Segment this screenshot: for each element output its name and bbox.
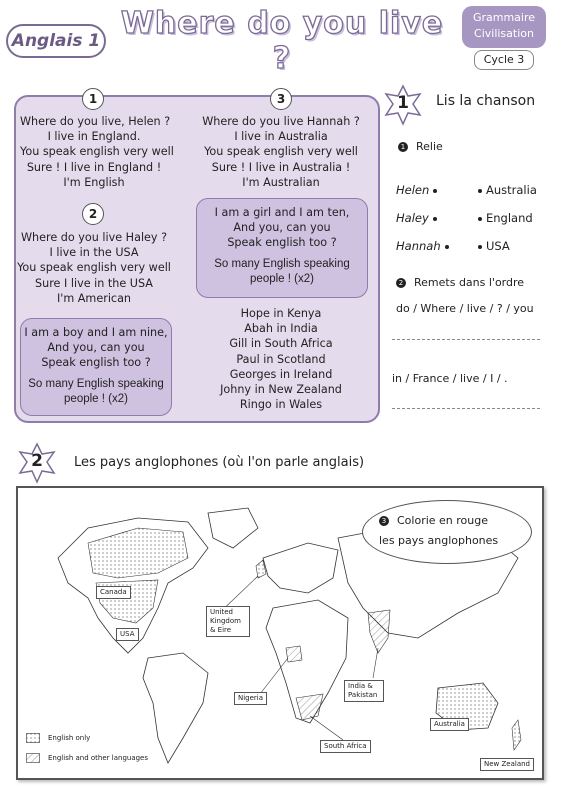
label-canada: Canada: [96, 586, 131, 599]
chorus-girl-line: And you, can you: [233, 221, 331, 235]
new-zealand-shape: [512, 720, 521, 750]
ex1-label: Relie: [416, 140, 443, 153]
chorus-girl-refrain: people ! (x2): [250, 272, 314, 285]
ex2-label: Remets dans l'ordre: [414, 276, 525, 289]
match-countries: [474, 176, 537, 260]
tag-civilisation: Civilisation: [474, 27, 534, 40]
subject-badge: [6, 24, 106, 58]
answer-line-1[interactable]: [392, 339, 540, 340]
chorus-boy-line: I am a boy and I am nine,: [24, 326, 168, 339]
legend-dots-swatch: [26, 733, 40, 743]
label-usa: USA: [116, 628, 139, 641]
chorus-girl-line: Speak english too ?: [227, 236, 337, 250]
verse3-number: 3: [270, 88, 292, 110]
place-line: Ringo in Wales: [239, 398, 323, 412]
place-line: Paul in Scotland: [236, 352, 326, 366]
sentence1: do / Where / live / ? / you: [396, 302, 534, 315]
chorus-girl: [196, 198, 368, 298]
sentence2: in / France / live / I / .: [392, 372, 508, 385]
verse2-line: I live in the USA: [49, 246, 139, 260]
place-line: Abah in India: [244, 322, 318, 336]
ex3-bullet: 3: [379, 516, 389, 526]
verse3-line: I'm Australian: [242, 175, 320, 189]
verse1-line: I live in England.: [47, 130, 141, 144]
name-item[interactable]: Haley: [396, 204, 453, 232]
verse1-line: Where do you live, Helen ?: [20, 115, 171, 128]
verse1-line: Sure ! I live in England !: [26, 160, 162, 174]
subject-label: Anglais 1: [11, 31, 101, 51]
section1-title: Lis la chanson: [436, 93, 536, 109]
chorus-girl-refrain: So many English speaking: [214, 257, 350, 270]
ex3-line2: les pays anglophones: [379, 534, 499, 547]
place-line: Georges in Ireland: [229, 367, 333, 381]
name-item[interactable]: Helen: [396, 176, 453, 204]
map-legend: [26, 732, 148, 764]
label-nigeria: Nigeria: [234, 692, 267, 705]
ex2-bullet: 2: [396, 278, 406, 288]
answer-line-2[interactable]: [392, 408, 540, 409]
place-line: Johny in New Zealand: [220, 383, 342, 397]
section1-number: 1: [397, 93, 409, 113]
label-uk: United Kingdom & Eire: [206, 606, 250, 637]
country-item[interactable]: USA: [474, 232, 537, 260]
nigeria-shape: [286, 646, 302, 662]
section2-title: Les pays anglophones (où l'on parle anglais): [74, 455, 365, 470]
verse2-number: 2: [82, 203, 104, 225]
verse1-number: 1: [82, 88, 104, 110]
world-map: [16, 486, 544, 780]
chorus-boy: [20, 318, 172, 416]
ex3-bubble: [362, 500, 532, 564]
ex2-heading: [396, 276, 524, 289]
country-item[interactable]: England: [474, 204, 537, 232]
verse3: [196, 114, 366, 190]
ex1-bullet: 1: [398, 142, 408, 152]
place-line: Hope in Kenya: [240, 307, 322, 320]
match-names: [396, 176, 453, 260]
place-line: Gill in South Africa: [229, 337, 333, 351]
verse3-line: Where do you live Hannah ?: [202, 115, 360, 128]
label-australia: Australia: [430, 718, 469, 731]
cycle-badge: Cycle 3: [474, 50, 534, 70]
verse3-line: Sure ! I live in Australia !: [211, 160, 351, 174]
legend-english-other: English and other languages: [26, 752, 148, 764]
label-india: India & Pakistan: [344, 680, 384, 702]
india-shape: [368, 610, 390, 653]
chorus-girl-line: I am a girl and I am ten,: [214, 206, 350, 219]
tag-grammaire: Grammaire: [472, 11, 536, 24]
label-south-africa: South Africa: [320, 740, 371, 753]
verse2: [16, 230, 172, 306]
legend-english-only: English only: [26, 732, 148, 744]
name-item[interactable]: Hannah: [396, 232, 453, 260]
label-new-zealand: New Zealand: [480, 758, 534, 771]
legend-hatch-swatch: [26, 753, 40, 763]
category-tag: [462, 6, 546, 48]
section2-number: 2: [31, 451, 43, 471]
ex1-heading: [398, 140, 443, 153]
chorus-boy-line: Speak english too ?: [41, 356, 151, 370]
verse3-line: I live in Australia: [234, 130, 328, 144]
chorus-boy-refrain: So many English speaking: [28, 377, 164, 390]
verse1-line: I'm English: [63, 175, 125, 189]
verse1-line: You speak english very well: [20, 145, 174, 159]
verse2-line: I'm American: [56, 291, 132, 305]
page-title: Where do you live ?: [120, 6, 444, 76]
chorus-boy-line: And you, can you: [47, 341, 145, 355]
verse1: [20, 114, 174, 190]
south-america: [143, 653, 208, 763]
greenland: [208, 508, 258, 548]
verse3-line: You speak english very well: [204, 145, 358, 159]
country-item[interactable]: Australia: [474, 176, 537, 204]
verse2-line: Sure I live in the USA: [35, 276, 153, 290]
verse2-line: You speak english very well: [17, 261, 171, 275]
places-list: [196, 306, 366, 412]
ex3-line1: Colorie en rouge: [397, 514, 489, 527]
europe: [263, 543, 338, 593]
verse2-line: Where do you live Haley ?: [20, 231, 168, 244]
chorus-boy-refrain: people ! (x2): [64, 392, 128, 405]
